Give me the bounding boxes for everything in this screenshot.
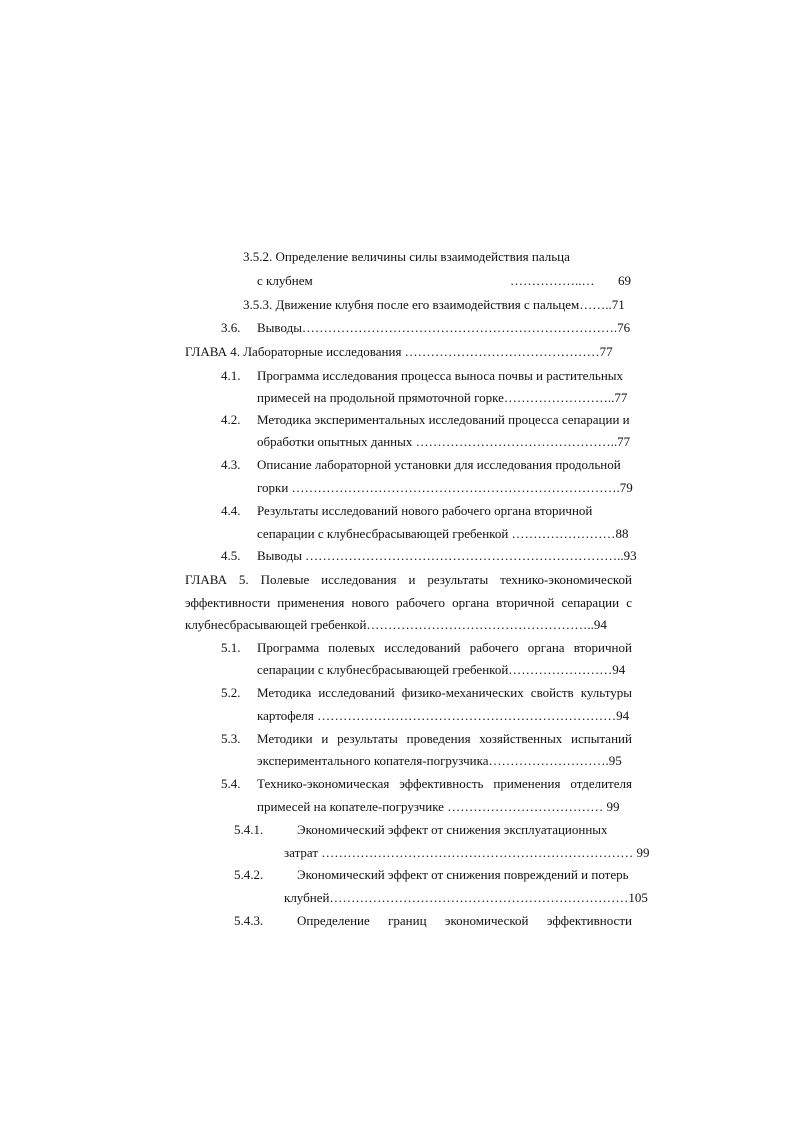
toc-entry-5-4-word: Технико-экономическая bbox=[257, 776, 390, 791]
toc-chapter-5-word: эффективности bbox=[185, 595, 271, 610]
toc-chapter-5-word: ГЛАВА bbox=[185, 572, 227, 587]
toc-chapter-5-word: сепарации bbox=[561, 595, 620, 610]
toc-chapter-5-word: органа bbox=[452, 595, 489, 610]
toc-entry-5-4-3-word: границ bbox=[388, 913, 427, 928]
toc-entry-3-5-3: 3.5.3. Движение клубня после его взаимодействия с пальцем……..71 bbox=[243, 297, 625, 312]
toc-entry-3-5-2-page: 69 bbox=[618, 273, 631, 288]
toc-entry-5-4-1-line2: затрат ……………………………………………………………… 99 bbox=[284, 845, 650, 860]
toc-entry-5-1-word: полевых bbox=[328, 640, 376, 655]
toc-entry-5-4-line1 bbox=[257, 776, 632, 792]
toc-chapter-5-word: и bbox=[408, 572, 416, 587]
toc-entry-5-4-word: применения bbox=[493, 776, 561, 791]
toc-entry-4-1-number: 4.1. bbox=[221, 368, 241, 383]
toc-entry-5-4-number: 5.4. bbox=[221, 776, 241, 791]
toc-chapter-5-word: применения bbox=[277, 595, 345, 610]
toc-entry-3-6-text: Выводы……………………………………………………………….76 bbox=[257, 320, 631, 335]
toc-entry-5-3-line2: экспериментального копателя-погрузчика……………………….95 bbox=[257, 753, 622, 768]
toc-entry-5-4-3-word: Определение bbox=[297, 913, 370, 928]
toc-chapter-5-word: рабочего bbox=[396, 595, 445, 610]
toc-chapter-4: ГЛАВА 4. Лабораторные исследования ………………………………………77 bbox=[185, 344, 613, 359]
toc-entry-5-1-word: рабочего bbox=[469, 640, 519, 655]
toc-entry-5-3-line1 bbox=[257, 731, 632, 747]
toc-entry-5-3-word: результаты bbox=[337, 731, 398, 746]
toc-entry-4-1-line2: примесей на продольной прямоточной горке……………………..77 bbox=[257, 390, 628, 405]
toc-entry-4-2-line2: обработки опытных данных ………………………………………..77 bbox=[257, 434, 631, 449]
toc-entry-4-4-line1: Результаты исследований нового рабочего органа вторичной bbox=[257, 503, 593, 518]
toc-entry-5-4-2-line2: клубней……………………………………………………………105 bbox=[284, 890, 648, 905]
toc-entry-5-3-word: Методики bbox=[257, 731, 313, 746]
toc-chapter-5-word: Полевые bbox=[260, 572, 310, 587]
toc-entry-5-2-word: свойств bbox=[530, 685, 574, 700]
toc-entry-5-1-line2: сепарации с клубнесбрасывающей гребенкой……………………94 bbox=[257, 662, 626, 677]
toc-entry-5-3-word: проведения bbox=[406, 731, 471, 746]
toc-entry-4-2-line1: Методика экспериментальных исследований процесса сепарации и bbox=[257, 412, 630, 427]
toc-entry-5-3-number: 5.3. bbox=[221, 731, 241, 746]
toc-entry-3-5-2-line1: 3.5.2. Определение величины силы взаимодействия пальца bbox=[243, 249, 570, 264]
toc-chapter-5-line2 bbox=[185, 595, 632, 611]
toc-entry-5-4-3-word: эффективности bbox=[546, 913, 632, 928]
toc-chapter-5-word: 5. bbox=[238, 572, 249, 587]
toc-entry-5-2-number: 5.2. bbox=[221, 685, 241, 700]
toc-entry-5-3-word: и bbox=[321, 731, 329, 746]
toc-chapter-5-word: вторичной bbox=[496, 595, 555, 610]
toc-entry-5-2-word: Методика bbox=[257, 685, 312, 700]
toc-chapter-5-word: с bbox=[626, 595, 632, 610]
toc-entry-5-4-3-number: 5.4.3. bbox=[234, 913, 264, 928]
toc-entry-4-4-number: 4.4. bbox=[221, 503, 241, 518]
toc-entry-5-4-3-line1 bbox=[297, 913, 632, 929]
toc-entry-5-4-2-number: 5.4.2. bbox=[234, 867, 264, 882]
toc-entry-5-1-number: 5.1. bbox=[221, 640, 241, 655]
toc-entry-5-3-word: хозяйственных bbox=[479, 731, 563, 746]
toc-entry-5-4-1-line1: Экономический эффект от снижения эксплуатационных bbox=[297, 822, 608, 837]
toc-entry-4-3-number: 4.3. bbox=[221, 457, 241, 472]
toc-entry-5-4-1-number: 5.4.1. bbox=[234, 822, 264, 837]
toc-chapter-5-word: технико-экономической bbox=[500, 572, 632, 587]
toc-entry-5-4-word: отделителя bbox=[570, 776, 632, 791]
toc-entry-3-6-number: 3.6. bbox=[221, 320, 241, 335]
toc-chapter-5-word: исследования bbox=[321, 572, 397, 587]
toc-entry-5-2-word: физико-механических bbox=[401, 685, 524, 700]
toc-entry-5-1-word: вторичной bbox=[573, 640, 632, 655]
toc-chapter-5-line1 bbox=[185, 572, 632, 588]
toc-entry-5-1-line1 bbox=[257, 640, 632, 656]
toc-entry-3-5-2-text: с клубнем bbox=[257, 273, 313, 288]
toc-entry-5-1-word: органа bbox=[527, 640, 565, 655]
toc-chapter-5-word: результаты bbox=[427, 572, 489, 587]
toc-entry-5-1-word: исследований bbox=[384, 640, 461, 655]
toc-chapter-5-word: нового bbox=[351, 595, 389, 610]
toc-entry-5-4-line2: примесей на копателе-погрузчике ……………………………… 99 bbox=[257, 799, 620, 814]
toc-entry-5-3-word: испытаний bbox=[571, 731, 632, 746]
toc-entry-4-2-number: 4.2. bbox=[221, 412, 241, 427]
toc-entry-5-2-line2: картофеля ……………………………………………………………94 bbox=[257, 708, 630, 723]
toc-chapter-5-line3: клубнесбрасывающей гребенкой……………………………………………..94 bbox=[185, 617, 607, 632]
toc-entry-4-1-line1: Программа исследования процесса выноса почвы и растительных bbox=[257, 368, 624, 383]
toc-entry-3-5-2-leader: ……………..… bbox=[510, 273, 595, 288]
toc-entry-4-5-text: Выводы ………………………………………………………………..93 bbox=[257, 548, 637, 563]
toc-entry-5-2-word: культуры bbox=[580, 685, 632, 700]
toc-entry-5-4-2-line1: Экономический эффект от снижения повреждений и потерь bbox=[297, 867, 629, 882]
toc-entry-5-2-line1 bbox=[257, 685, 632, 701]
toc-entry-5-1-word: Программа bbox=[257, 640, 320, 655]
toc-entry-4-5-number: 4.5. bbox=[221, 548, 241, 563]
toc-entry-5-4-3-word: экономической bbox=[444, 913, 529, 928]
toc-entry-4-4-line2: сепарации с клубнесбрасывающей гребенкой ……………………88 bbox=[257, 526, 629, 541]
toc-entry-4-3-line2: горки ………………………………………………………………….79 bbox=[257, 480, 633, 495]
toc-entry-5-2-word: исследований bbox=[318, 685, 395, 700]
toc-entry-4-3-line1: Описание лабораторной установки для исследования продольной bbox=[257, 457, 621, 472]
toc-entry-5-4-word: эффективность bbox=[399, 776, 484, 791]
